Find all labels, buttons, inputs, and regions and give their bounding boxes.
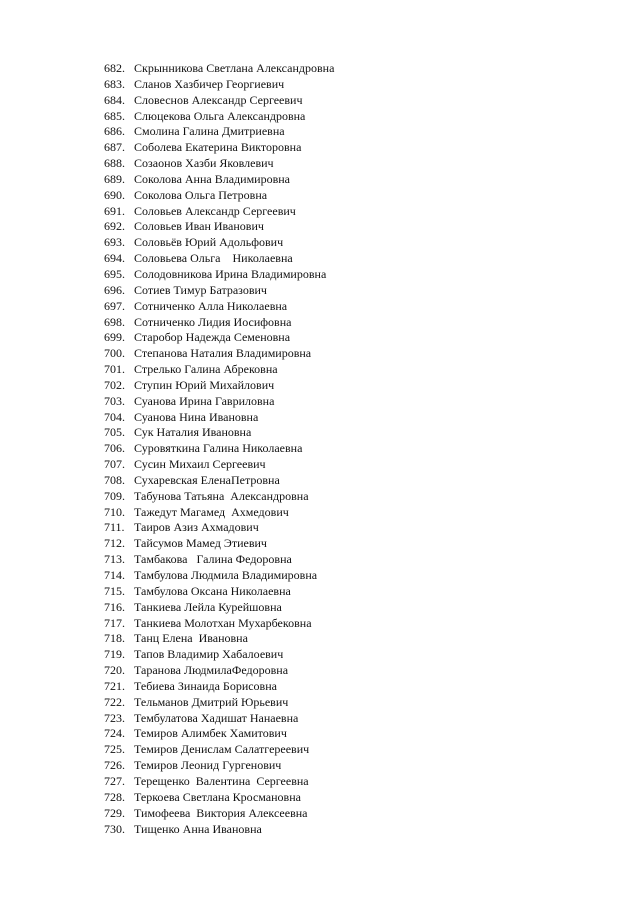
entry-number: 719. (104, 647, 125, 662)
entry-name: Тапов Владимир Хабалоевич (134, 647, 284, 662)
entry-number: 701. (104, 362, 125, 377)
list-item (104, 616, 334, 632)
entry-number: 694. (104, 251, 125, 266)
list-item (104, 726, 334, 742)
entry-name: Сухаревская ЕленаПетровна (134, 472, 280, 487)
list-item (104, 156, 334, 172)
list-item (104, 552, 334, 568)
entry-number: 707. (104, 457, 125, 472)
entry-number: 709. (104, 488, 125, 503)
list-item (104, 489, 334, 505)
list-item (104, 251, 334, 267)
entry-name: Соловьев Иван Иванович (134, 219, 264, 234)
entry-name: Соловьев Александр Сергеевич (134, 203, 296, 218)
entry-name: Соболева Екатерина Викторовна (134, 140, 302, 155)
entry-name: Суанова Ирина Гавриловна (134, 393, 275, 408)
entry-number: 721. (104, 678, 125, 693)
entry-name: Старобор Надежда Семеновна (134, 330, 291, 345)
entry-number: 718. (104, 631, 125, 646)
list-item (104, 505, 334, 521)
entry-name: Словеснов Александр Сергеевич (134, 92, 303, 107)
entry-number: 691. (104, 203, 125, 218)
entry-number: 703. (104, 393, 125, 408)
list-item (104, 219, 334, 235)
entry-name: Танкиева Молотхан Мухарбековна (134, 615, 312, 630)
entry-number: 693. (104, 235, 125, 250)
list-item (104, 822, 334, 838)
list-item (104, 425, 334, 441)
entry-number: 696. (104, 282, 125, 297)
entry-number: 713. (104, 552, 125, 567)
entry-name: Сланов Хазбичер Георгиевич (134, 76, 285, 91)
entry-number: 690. (104, 187, 125, 202)
entry-number: 705. (104, 425, 125, 440)
list-item (104, 631, 334, 647)
entry-number: 688. (104, 156, 125, 171)
entry-name: Смолина Галина Дмитриевна (134, 124, 285, 139)
list-item (104, 124, 334, 140)
entry-name: Тимофеева Виктория Алексеевна (134, 805, 308, 820)
list-item (104, 457, 334, 473)
entry-name: Темиров Алимбек Хамитович (134, 726, 287, 741)
name-list (104, 61, 334, 837)
entry-number: 714. (104, 568, 125, 582)
entry-number: 702. (104, 377, 125, 392)
entry-number: 720. (104, 663, 125, 678)
entry-number: 683. (104, 76, 125, 91)
entry-number: 724. (104, 726, 125, 741)
entry-name: Сусин Михаил Сергеевич (134, 457, 266, 472)
entry-number: 726. (104, 758, 125, 773)
list-item (104, 378, 334, 394)
list-item (104, 806, 334, 822)
entry-name: Тищенко Анна Ивановна (134, 821, 262, 836)
list-item (104, 188, 334, 204)
entry-number: 692. (104, 219, 125, 234)
entry-name: Таиров Азиз Ахмадович (134, 520, 259, 535)
entry-name: Сук Наталия Ивановна (134, 425, 252, 440)
entry-number: 686. (104, 124, 125, 139)
entry-number: 687. (104, 140, 125, 155)
list-item (104, 679, 334, 695)
entry-number: 716. (104, 599, 125, 614)
entry-name: Тамбулова Оксана Николаевна (134, 583, 291, 598)
entry-name: Скрынникова Светлана Александровна (134, 61, 335, 75)
list-item (104, 394, 334, 410)
entry-number: 704. (104, 409, 125, 424)
list-item (104, 77, 334, 93)
list-item (104, 711, 334, 727)
entry-name: Соколова Анна Владимировна (134, 171, 290, 186)
entry-number: 729. (104, 805, 125, 820)
entry-name: Тамбакова Галина Федоровна (134, 552, 292, 567)
list-item (104, 204, 334, 220)
entry-name: Суровяткина Галина Николаевна (134, 441, 303, 456)
entry-name: Темиров Леонид Гургенович (134, 758, 282, 773)
entry-number: 730. (104, 821, 125, 836)
entry-name: Солодовникова Ирина Владимировна (134, 266, 327, 281)
entry-name: Слюцекова Ольга Александровна (134, 108, 306, 123)
entry-number: 700. (104, 346, 125, 361)
entry-name: Терещенко Валентина Сергеевна (134, 773, 309, 788)
list-item (104, 346, 334, 362)
entry-name: Степанова Наталия Владимировна (134, 346, 312, 361)
entry-name: Созаонов Хазби Яковлевич (134, 156, 274, 171)
list-item (104, 315, 334, 331)
list-item (104, 584, 334, 600)
entry-name: Таранова ЛюдмилаФедоровна (134, 663, 289, 678)
list-item (104, 473, 334, 489)
entry-number: 727. (104, 773, 125, 788)
list-item (104, 410, 334, 426)
list-item (104, 774, 334, 790)
entry-name: Стрелько Галина Абрековна (134, 362, 278, 377)
entry-name: Суанова Нина Ивановна (134, 409, 259, 424)
entry-number: 689. (104, 171, 125, 186)
entry-number: 711. (104, 520, 125, 535)
entry-name: Ступин Юрий Михайлович (134, 377, 275, 392)
entry-name: Тембулатова Хадишат Нанаевна (134, 710, 299, 725)
entry-number: 715. (104, 583, 125, 598)
entry-number: 698. (104, 314, 125, 329)
list-item (104, 93, 334, 109)
entry-number: 723. (104, 710, 125, 725)
list-item (104, 663, 334, 679)
entry-number: 722. (104, 694, 125, 709)
entry-name: Танц Елена Ивановна (134, 631, 248, 646)
entry-name: Теркоева Светлана Кросмановна (134, 789, 301, 804)
list-item (104, 330, 334, 346)
entry-name: Тайсумов Мамед Этиевич (134, 536, 267, 551)
entry-number: 710. (104, 504, 125, 519)
entry-number: 728. (104, 789, 125, 804)
entry-name: Тажедут Магамед Ахмедович (134, 504, 289, 519)
list-item (104, 647, 334, 663)
entry-name: Соловьева Ольга Николаевна (134, 251, 293, 266)
entry-number: 725. (104, 742, 125, 757)
list-item (104, 140, 334, 156)
list-item (104, 600, 334, 616)
list-item (104, 61, 334, 77)
entry-name: Темиров Денислам Салатгереевич (134, 742, 310, 757)
list-item (104, 568, 334, 584)
list-item (104, 742, 334, 758)
entry-number: 717. (104, 615, 125, 630)
list-item (104, 267, 334, 283)
entry-name: Сотниченко Алла Николаевна (134, 298, 288, 313)
entry-number: 699. (104, 330, 125, 345)
list-item (104, 283, 334, 299)
list-item (104, 520, 334, 536)
entry-number: 682. (104, 61, 125, 75)
entry-number: 712. (104, 536, 125, 551)
entry-name: Сотниченко Лидия Иосифовна (134, 314, 292, 329)
list-item (104, 790, 334, 806)
list-item (104, 758, 334, 774)
entry-name: Табунова Татьяна Александровна (134, 488, 309, 503)
entry-number: 685. (104, 108, 125, 123)
list-item (104, 235, 334, 251)
list-item (104, 172, 334, 188)
entry-name: Соловьёв Юрий Адольфович (134, 235, 284, 250)
list-item (104, 362, 334, 378)
entry-name: Тельманов Дмитрий Юрьевич (134, 694, 289, 709)
entry-name: Танкиева Лейла Курейшовна (134, 599, 282, 614)
entry-number: 684. (104, 92, 125, 107)
entry-name: Тамбулова Людмила Владимировна (134, 568, 318, 582)
entry-name: Сотиев Тимур Батразович (134, 282, 267, 297)
entry-number: 706. (104, 441, 125, 456)
entry-name: Тебиева Зинаида Борисовна (134, 678, 277, 693)
entry-number: 697. (104, 298, 125, 313)
list-item (104, 441, 334, 457)
entry-number: 695. (104, 266, 125, 281)
entry-number: 708. (104, 472, 125, 487)
list-item (104, 695, 334, 711)
list-item (104, 299, 334, 315)
list-item (104, 536, 334, 552)
list-item (104, 109, 334, 125)
entry-name: Соколова Ольга Петровна (134, 187, 268, 202)
